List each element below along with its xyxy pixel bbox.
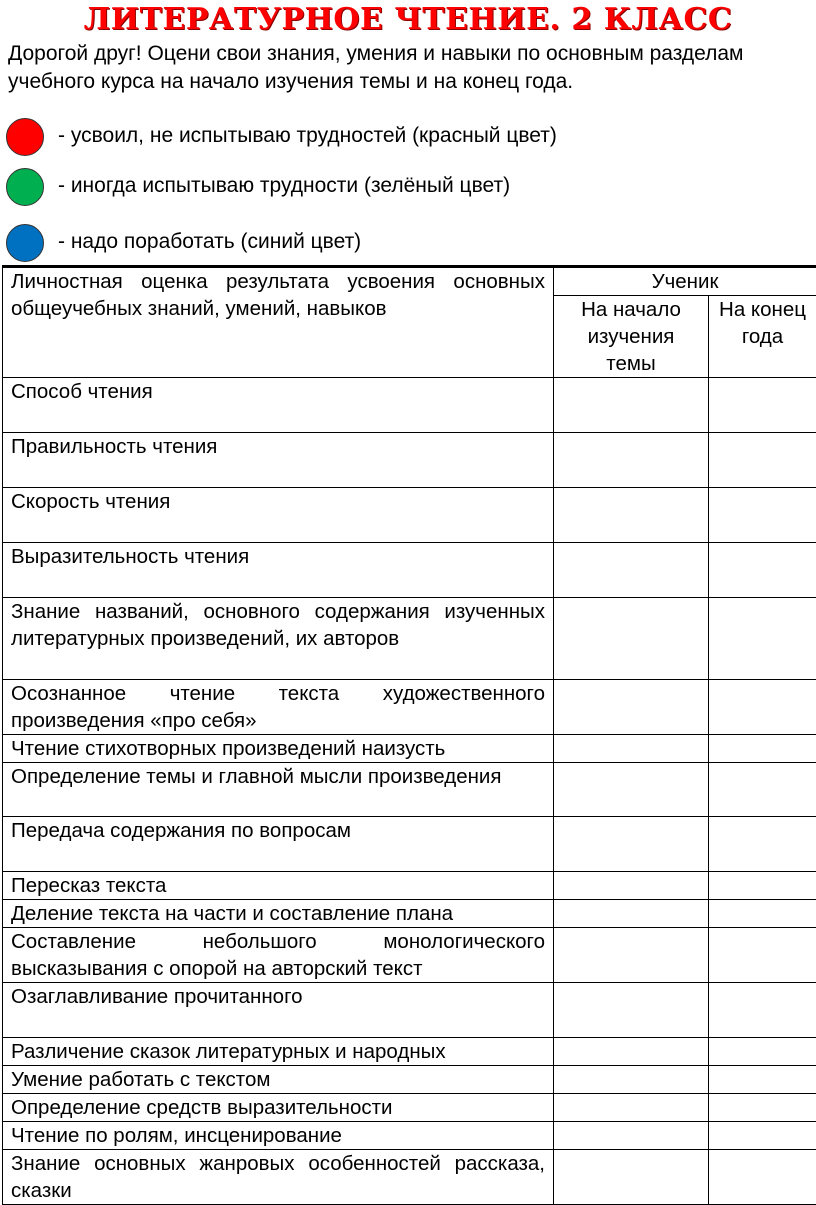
legend-label: - надо поработать (синий цвет) [58, 230, 362, 253]
end-mark-cell[interactable] [709, 817, 816, 872]
start-mark-cell[interactable] [554, 763, 709, 817]
start-mark-cell[interactable] [554, 1066, 709, 1094]
start-mark-cell[interactable] [554, 900, 709, 928]
start-mark-cell[interactable] [554, 1150, 709, 1205]
start-mark-cell[interactable] [554, 488, 709, 543]
start-mark-cell[interactable] [554, 433, 709, 488]
end-mark-cell[interactable] [709, 983, 816, 1038]
self-assessment-table [2, 265, 816, 1205]
table-row [3, 1150, 816, 1205]
criterion-label: Различение сказок литературных и народных [3, 1038, 554, 1066]
criterion-label: Передача содержания по вопросам [3, 817, 554, 872]
table-row [3, 598, 816, 680]
start-mark-cell[interactable] [554, 598, 709, 680]
criterion-label: Чтение по ролям, инсценирование [3, 1122, 554, 1150]
end-mark-cell[interactable] [709, 488, 816, 543]
table-row [3, 763, 816, 817]
page-title: ЛИТЕРАТУРНОЕ ЧТЕНИЕ. 2 КЛАСС [83, 2, 733, 37]
table-row [3, 928, 816, 983]
table-row [3, 1066, 816, 1094]
start-mark-cell[interactable] [554, 1038, 709, 1066]
end-mark-cell[interactable] [709, 378, 816, 433]
criterion-label: Умение работать с текстом [3, 1066, 554, 1094]
criterion-label: Знание основных жанровых особенностей рассказа, сказки [3, 1150, 554, 1205]
legend-label: - усвоил, не испытываю трудностей (красный цвет) [58, 124, 557, 147]
start-mark-cell[interactable] [554, 928, 709, 983]
table-row [3, 1038, 816, 1066]
table-row [3, 488, 816, 543]
legend-item-green [6, 168, 796, 208]
legend-item-red [6, 118, 796, 158]
end-mark-cell[interactable] [709, 900, 816, 928]
start-mark-cell[interactable] [554, 817, 709, 872]
table-row [3, 817, 816, 872]
header-student: Ученик [554, 267, 816, 296]
table-row [3, 543, 816, 598]
table-row [3, 1094, 816, 1122]
table-row [3, 900, 816, 928]
legend-label: - иногда испытываю трудности (зелёный цвет) [58, 174, 511, 197]
criterion-label: Осознанное чтение текста художественного произведения «про себя» [3, 680, 554, 735]
header-criteria: Личностная оценка результата усвоения основных общеучебных знаний, умений, навыков [3, 267, 554, 378]
end-mark-cell[interactable] [709, 433, 816, 488]
end-mark-cell[interactable] [709, 1038, 816, 1066]
table-row [3, 1122, 816, 1150]
start-mark-cell[interactable] [554, 378, 709, 433]
criterion-label: Определение средств выразительности [3, 1094, 554, 1122]
legend-item-blue [6, 224, 796, 264]
start-mark-cell[interactable] [554, 680, 709, 735]
table-row [3, 433, 816, 488]
criterion-label: Деление текста на части и составление плана [3, 900, 554, 928]
criterion-label: Знание названий, основного содержания изученных литературных произведений, их авторов [3, 598, 554, 680]
criterion-label: Определение темы и главной мысли произведения [3, 763, 554, 817]
end-mark-cell[interactable] [709, 1150, 816, 1205]
start-mark-cell[interactable] [554, 1122, 709, 1150]
header-end: На конец года [709, 296, 816, 378]
start-mark-cell[interactable] [554, 543, 709, 598]
criterion-label: Пересказ текста [3, 872, 554, 900]
criterion-label: Выразительность чтения [3, 543, 554, 598]
table-row [3, 735, 816, 763]
blue-circle-icon [6, 224, 44, 262]
end-mark-cell[interactable] [709, 680, 816, 735]
green-circle-icon [6, 168, 44, 206]
end-mark-cell[interactable] [709, 928, 816, 983]
end-mark-cell[interactable] [709, 1122, 816, 1150]
start-mark-cell[interactable] [554, 872, 709, 900]
criterion-label: Способ чтения [3, 378, 554, 433]
criterion-label: Правильность чтения [3, 433, 554, 488]
start-mark-cell[interactable] [554, 1094, 709, 1122]
start-mark-cell[interactable] [554, 983, 709, 1038]
red-circle-icon [6, 118, 44, 156]
intro-text: Дорогой друг! Оцени свои знания, умения и навыки по основным разделам учебного курса на начало изучения темы и на конец года. [8, 42, 744, 93]
criterion-label: Чтение стихотворных произведений наизусть [3, 735, 554, 763]
criterion-label: Составление небольшого монологического высказывания с опорой на авторский текст [3, 928, 554, 983]
end-mark-cell[interactable] [709, 735, 816, 763]
end-mark-cell[interactable] [709, 598, 816, 680]
end-mark-cell[interactable] [709, 543, 816, 598]
header-start: На начало изучения темы [554, 296, 709, 378]
end-mark-cell[interactable] [709, 872, 816, 900]
end-mark-cell[interactable] [709, 1066, 816, 1094]
end-mark-cell[interactable] [709, 763, 816, 817]
criterion-label: Скорость чтения [3, 488, 554, 543]
table-row [3, 680, 816, 735]
end-mark-cell[interactable] [709, 1094, 816, 1122]
criterion-label: Озаглавливание прочитанного [3, 983, 554, 1038]
table-row [3, 378, 816, 433]
table-row [3, 983, 816, 1038]
start-mark-cell[interactable] [554, 735, 709, 763]
table-row [3, 872, 816, 900]
